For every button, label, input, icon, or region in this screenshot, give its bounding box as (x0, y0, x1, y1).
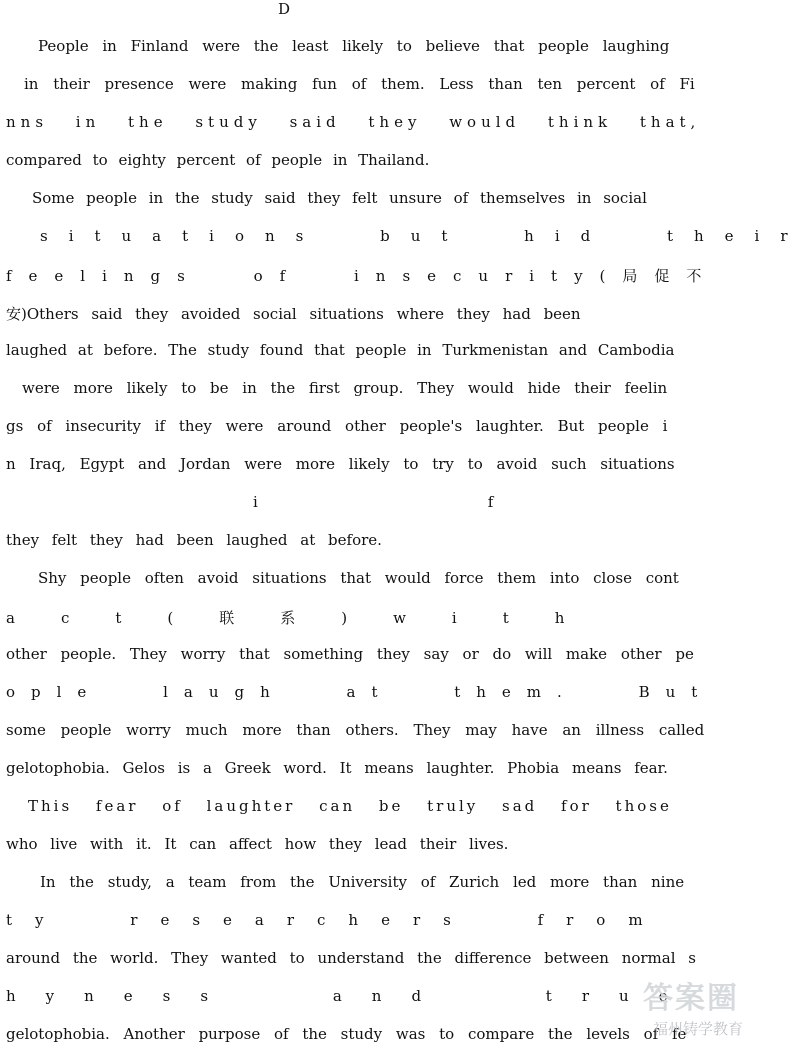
text-line-14: they felt they had been laughed at before. (6, 531, 382, 549)
text-line-25: around the world. They wanted to understand the difference between normal s (6, 949, 696, 967)
text-line-15: Shy people often avoid situations that would force them into close cont (38, 569, 679, 587)
text-line-17: other people. They worry that something they say or do will make other pe (6, 645, 694, 663)
header-letter: D (278, 0, 291, 18)
text-line-13: if (253, 493, 724, 511)
watermark-account: 福州铸学教育 (652, 1020, 743, 1038)
watermark (587, 975, 747, 1045)
text-line-18: ople laugh at them. But (6, 683, 714, 701)
text-line-16: act(联系)with (6, 609, 611, 627)
text-line-27: gelotophobia. Another purpose of the study was to compare the levels of fe (6, 1025, 687, 1043)
text-line-11: gs of insecurity if they were around other people's laughter. But people i (6, 417, 668, 435)
text-line-2: in their presence were making fun of them. Less than ten percent of Fi (24, 75, 695, 93)
text-line-3: nns in the study said they would think that, (6, 113, 701, 131)
text-line-26: hyness and true (6, 987, 698, 1005)
text-line-21: This fear of laughter can be truly sad for those (28, 797, 672, 815)
text-line-8: 安)Others said they avoided social situations where they had been (6, 305, 581, 323)
text-line-4: compared to eighty percent of people in Thailand. (6, 151, 430, 169)
text-line-20: gelotophobia. Gelos is a Greek word. It means laughter. Phobia means fear. (6, 759, 668, 777)
text-line-6: situations but hid their (40, 227, 809, 245)
text-line-10: were more likely to be in the first group. They would hide their feelin (22, 379, 668, 397)
text-line-22: who live with it. It can affect how they lead their lives. (6, 835, 509, 853)
text-line-24: ty researchers from (6, 911, 666, 929)
text-line-5: Some people in the study said they felt unsure of themselves in social (32, 189, 647, 207)
text-line-1: People in Finland were the least likely to believe that people laughing (38, 37, 670, 55)
text-line-12: n Iraq, Egypt and Jordan were more likely to try to avoid such situations (6, 455, 675, 473)
watermark-logo: 答案圈 (643, 981, 739, 1016)
text-line-19: some people worry much more than others. They may have an illness called (6, 721, 705, 739)
text-line-9: laughed at before. The study found that people in Turkmenistan and Cambodia (6, 341, 675, 359)
text-line-7: feelings of insecurity(局促不 (6, 267, 719, 285)
text-line-23: In the study, a team from the University of Zurich led more than nine (40, 873, 685, 891)
